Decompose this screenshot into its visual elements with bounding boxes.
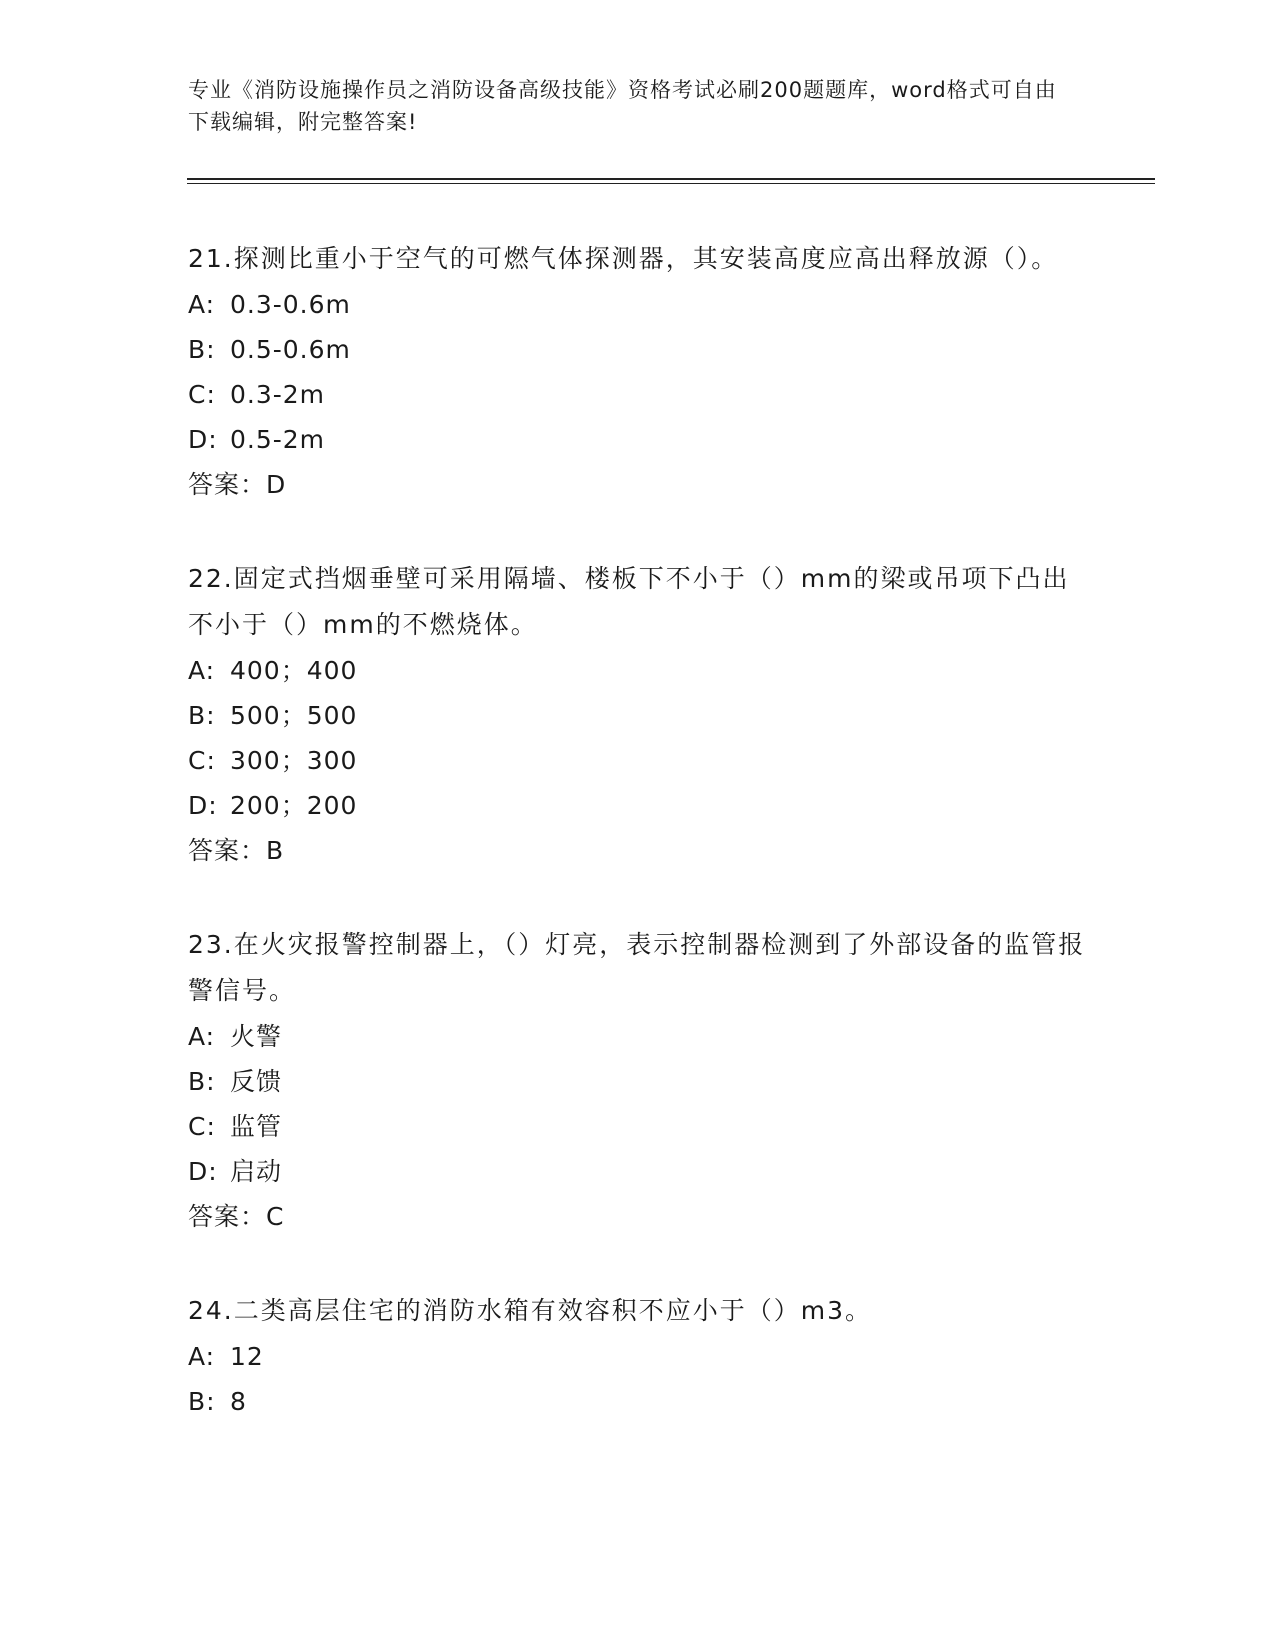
option-b (188, 327, 1088, 372)
option-d (188, 417, 1088, 462)
option-key: D: (188, 1157, 218, 1186)
option-value: 300；300 (230, 746, 358, 775)
option-a (188, 282, 1088, 327)
option-b (188, 693, 1088, 738)
option-key: B: (188, 1067, 216, 1096)
option-key: D: (188, 791, 218, 820)
option-key: A: (188, 656, 216, 685)
question-23 (188, 922, 1088, 1240)
header-divider-thick (187, 178, 1155, 180)
option-a (188, 1334, 1088, 1379)
option-key: C: (188, 1112, 216, 1141)
option-value: 监管 (230, 1112, 283, 1141)
option-value: 0.5-0.6m (230, 335, 351, 364)
question-text: 21.探测比重小于空气的可燃气体探测器，其安装高度应高出释放源（）。 (188, 244, 1059, 273)
question-24 (188, 1288, 1088, 1424)
question-text: 22.固定式挡烟垂壁可采用隔墙、楼板下不小于（）mm的梁或吊项下凸出不小于（）mm的不燃烧体。 (188, 564, 1070, 639)
option-c (188, 1104, 1088, 1149)
option-value: 8 (230, 1387, 247, 1416)
option-key: B: (188, 335, 216, 364)
question-21 (188, 236, 1088, 508)
option-value: 火警 (230, 1022, 283, 1051)
option-value: 12 (230, 1342, 264, 1371)
option-key: A: (188, 290, 216, 319)
question-text: 24.二类高层住宅的消防水箱有效容积不应小于（）m3。 (188, 1296, 873, 1325)
option-value: 200；200 (230, 791, 358, 820)
option-key: A: (188, 1022, 216, 1051)
option-key: C: (188, 746, 216, 775)
option-key: B: (188, 701, 216, 730)
header-divider-thin (187, 183, 1155, 184)
question-list (188, 236, 1088, 1472)
option-key: B: (188, 1387, 216, 1416)
option-c (188, 738, 1088, 783)
question-text: 23.在火灾报警控制器上，（）灯亮，表示控制器检测到了外部设备的监管报警信号。 (188, 930, 1086, 1005)
document-header: 专业《消防设施操作员之消防设备高级技能》资格考试必刷200题题库，word格式可自由下载编辑，附完整答案! (188, 78, 1057, 134)
option-key: A: (188, 1342, 216, 1371)
option-value: 400；400 (230, 656, 358, 685)
option-value: 0.3-0.6m (230, 290, 351, 319)
option-value: 反馈 (230, 1067, 283, 1096)
option-d (188, 783, 1088, 828)
question-22 (188, 556, 1088, 874)
option-value: 500；500 (230, 701, 358, 730)
option-d (188, 1149, 1088, 1194)
option-value: 0.5-2m (230, 425, 326, 454)
option-a (188, 648, 1088, 693)
answer-line: 答案：B (188, 836, 285, 865)
option-c (188, 372, 1088, 417)
option-value: 0.3-2m (230, 380, 326, 409)
option-key: C: (188, 380, 216, 409)
option-b (188, 1379, 1088, 1424)
answer-line: 答案：D (188, 470, 287, 499)
option-key: D: (188, 425, 218, 454)
option-b (188, 1059, 1088, 1104)
option-a (188, 1014, 1088, 1059)
answer-line: 答案：C (188, 1202, 285, 1231)
option-value: 启动 (230, 1157, 283, 1186)
